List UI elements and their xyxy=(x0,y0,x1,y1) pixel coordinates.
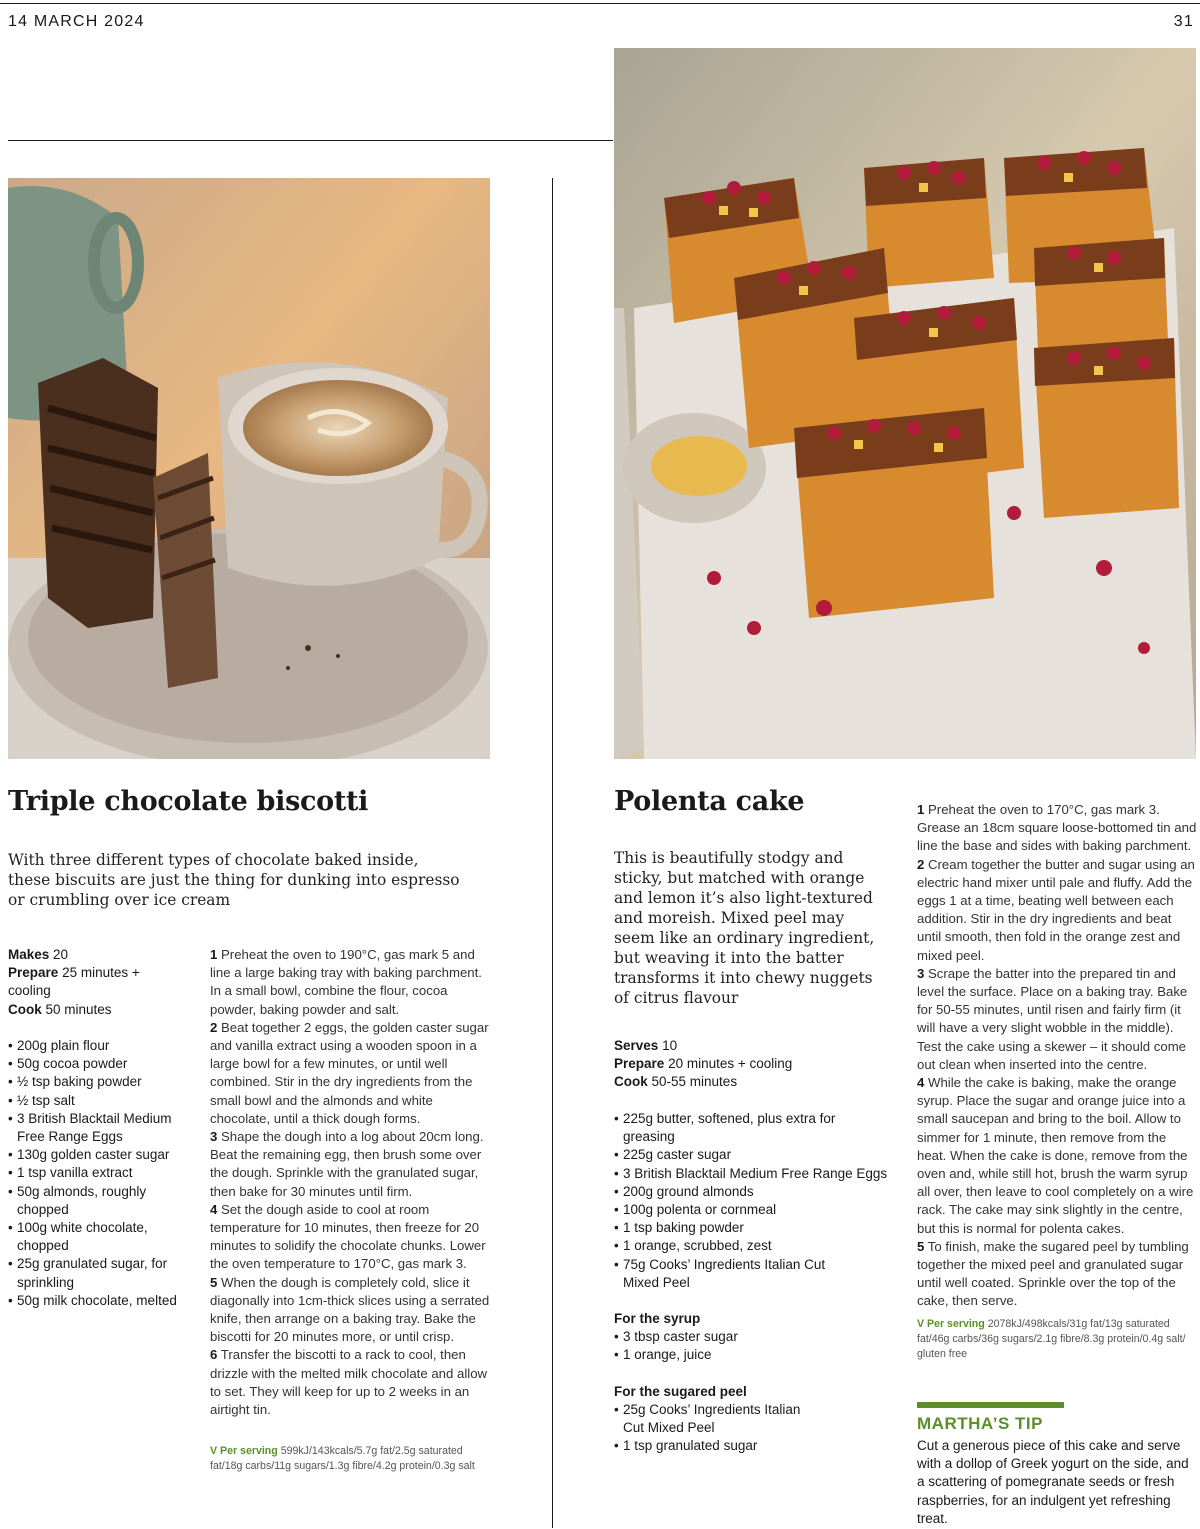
step-text: Cream together the butter and sugar using an electric hand mixer until pale and fluffy. Add the eggs 1 at a time, beating well between each addition. Stir in the dry ingredients and beat until smooth, then fold in the orange zest and mixed peel. xyxy=(917,856,1195,963)
step-text: Transfer the biscotti to a rack to cool, then drizzle with the melted milk chocolate and allow to set. They will keep for up to 2 weeks in an airtight tin. xyxy=(210,1347,488,1418)
step-number: 3 xyxy=(917,965,925,981)
step-text: Preheat the oven to 190°C, gas mark 5 and line a large baking tray with baking parchment. In a small bowl, combine the flour, cocoa powder, baking powder and salt. xyxy=(210,947,482,1017)
step-text: Set the dough aside to cool at room temperature for 10 minutes, then freeze for 20 minutes to solidify the chocolate chunks. Lower the oven temperature to 170°C, gas mark 3. xyxy=(210,1201,486,1272)
biscotti-title: Triple chocolate biscotti xyxy=(8,786,369,817)
ingredient-item: • 1 tsp vanilla extract xyxy=(8,1164,188,1182)
syrup-heading: For the syrup xyxy=(614,1311,701,1326)
polenta-ingredients xyxy=(614,1110,899,1292)
ingredient-item: • 50g almonds, roughly chopped xyxy=(8,1183,167,1219)
step-number: 1 xyxy=(210,947,218,962)
polenta-cake-photo xyxy=(614,48,1196,759)
polenta-title: Polenta cake xyxy=(614,786,805,817)
tip-text: Cut a generous piece of this cake and serve with a dollop of Greek yogurt on the side, and a scattering of pomegranate seeds or fresh raspberries, for an indulgent yet refreshing treat. xyxy=(917,1438,1189,1526)
polenta-nutrition xyxy=(917,1317,1199,1362)
cook-value: 50-55 minutes xyxy=(651,1074,738,1090)
sugared-peel-ingredients xyxy=(614,1401,899,1456)
polenta-method xyxy=(917,801,1199,1311)
method-step xyxy=(917,1074,1199,1238)
step-text: When the dough is completely cold, slice it diagonally into 1cm-thick slices using a serrated knife, then arrange on a baking tray. Bake the biscotti for 20 minutes more, or until crisp. xyxy=(210,1274,490,1345)
tip-heading: MARTHA’S TIP xyxy=(917,1414,1043,1433)
step-number: 4 xyxy=(917,1075,925,1091)
serves-label: Serves xyxy=(614,1038,659,1053)
page-number: 31 xyxy=(1173,13,1194,30)
step-number: 4 xyxy=(210,1201,218,1217)
biscotti-intro: With three different types of chocolate baked inside, these biscuits are just the thing for dunking into espresso or crumbling over ice cream xyxy=(8,851,460,909)
sugared-peel-heading: For the sugared peel xyxy=(614,1384,747,1399)
ingredient-item: • 225g butter, softened, plus extra for greasing xyxy=(614,1110,848,1146)
ingredient-item: • 3 British Blacktail Medium Free Range Eggs xyxy=(614,1165,899,1183)
step-number: 3 xyxy=(210,1129,218,1145)
step-text: While the cake is baking, make the orange syrup. Place the sugar and orange juice into a small saucepan and bring to the boil. Allow to simmer for 1 minute, then remove from the heat. When the cake is done, remove from the oven and, while still hot, brush the warm syrup all over, then leave to cool completely on a wire rack. The cake may sink slightly in the centre, but this is normal for polenta cakes. xyxy=(917,1075,1194,1236)
serves-value: 10 xyxy=(662,1038,678,1053)
per-serving-label: Per serving xyxy=(220,1445,278,1457)
ingredient-item: • 1 orange, scrubbed, zest xyxy=(614,1237,899,1255)
vegetarian-badge: V xyxy=(917,1318,925,1330)
step-text: Shape the dough into a log about 20cm long. Beat the remaining egg, then brush some over the dough. Sprinkle with the granulated sugar, then bake for 30 minutes until firm. xyxy=(210,1129,484,1199)
method-step xyxy=(917,801,1199,856)
step-text: Preheat the oven to 170°C, gas mark 3. Grease an 18cm square loose-bottomed tin and line the base and sides with baking parchment. xyxy=(917,802,1197,854)
method-step xyxy=(210,1128,490,1201)
tip-accent-bar xyxy=(917,1402,1064,1408)
prepare-value: 25 minutes + cooling xyxy=(8,965,140,999)
ingredient-item: • 200g ground almonds xyxy=(614,1183,899,1201)
ingredient-item: • 25g granulated sugar, for sprinkling xyxy=(8,1255,182,1291)
nutrition-values: 599kJ/143kcals/5.7g fat/2.5g saturated fat/18g carbs/11g sugars/1.3g fibre/4.2g protein/0.3g salt xyxy=(210,1445,475,1472)
per-serving-label: Per serving xyxy=(927,1318,985,1330)
ingredient-item: • 50g milk chocolate, melted xyxy=(8,1292,188,1310)
top-rule xyxy=(0,3,1200,4)
ingredient-item: • 50g cocoa powder xyxy=(8,1055,188,1073)
makes-value: 20 xyxy=(53,947,69,962)
ingredient-item: • 1 orange, juice xyxy=(614,1346,899,1364)
method-step xyxy=(210,1346,490,1419)
ingredient-item: • 200g plain flour xyxy=(8,1037,188,1055)
syrup-ingredients xyxy=(614,1328,899,1364)
prepare-label: Prepare xyxy=(8,965,59,981)
column-divider xyxy=(552,178,553,1528)
method-step xyxy=(210,1019,490,1128)
ingredient-item: • 25g Cooks’ Ingredients Italian Cut Mixed Peel xyxy=(614,1401,823,1437)
method-step xyxy=(917,856,1199,965)
ingredient-item: • 225g caster sugar xyxy=(614,1146,899,1164)
cook-value: 50 minutes xyxy=(45,1001,112,1017)
ingredient-item: • 130g golden caster sugar xyxy=(8,1146,188,1164)
method-step xyxy=(210,1274,490,1347)
step-number: 6 xyxy=(210,1347,218,1363)
ingredient-item: • 3 tbsp caster sugar xyxy=(614,1328,899,1346)
cook-label: Cook xyxy=(8,1001,42,1017)
nutrition-values: 2078kJ/498kcals/31g fat/13g saturated fat/46g carbs/36g sugars/2.1g fibre/8.3g protein/0.4g salt/ gluten free xyxy=(917,1318,1186,1360)
section-rule xyxy=(8,140,613,141)
method-step xyxy=(210,946,490,1019)
polenta-intro: This is beautifully stodgy and sticky, but matched with orange and lemon it’s also light-textured and moreish. Mixed peel may seem like an ordinary ingredient, but weaving it into the batter transforms it into chewy nuggets of citrus flavour xyxy=(614,849,875,1007)
biscotti-ingredients xyxy=(8,1037,188,1310)
prepare-value: 20 minutes + cooling xyxy=(668,1056,793,1072)
ingredient-item: • ½ tsp salt xyxy=(8,1092,188,1110)
step-number: 5 xyxy=(210,1274,218,1290)
ingredient-item: • 3 British Blacktail Medium Free Range Eggs xyxy=(8,1110,189,1146)
prepare-label: Prepare xyxy=(614,1056,665,1072)
step-number: 2 xyxy=(917,856,925,872)
ingredient-item: • 1 tsp granulated sugar xyxy=(614,1437,899,1455)
cook-label: Cook xyxy=(614,1074,648,1090)
ingredient-item: • ½ tsp baking powder xyxy=(8,1073,188,1091)
makes-label: Makes xyxy=(8,947,50,962)
vegetarian-badge: V xyxy=(210,1445,218,1457)
step-number: 1 xyxy=(917,802,925,817)
step-number: 5 xyxy=(917,1238,925,1254)
method-step xyxy=(210,1201,490,1274)
biscotti-nutrition xyxy=(210,1444,490,1474)
biscotti-meta xyxy=(8,946,188,1019)
method-step xyxy=(917,1238,1199,1311)
step-text: To finish, make the sugared peel by tumbling together the mixed peel and granulated sugar until well coated. Sprinkle over the top of the cake, then serve. xyxy=(917,1238,1189,1309)
step-text: Beat together 2 eggs, the golden caster sugar and vanilla extract using a wooden spoon in a large bowl for a few minutes, or until well combined. Stir in the dry ingredients from the small bowl and the almonds and white chocolate, until a thick dough forms. xyxy=(210,1019,489,1126)
biscotti-photo xyxy=(8,178,490,759)
step-number: 2 xyxy=(210,1019,218,1035)
issue-date: 14 MARCH 2024 xyxy=(8,13,145,30)
polenta-meta xyxy=(614,1037,894,1092)
method-step xyxy=(917,965,1199,1074)
biscotti-method xyxy=(210,946,490,1419)
step-text: Scrape the batter into the prepared tin and level the surface. Place on a baking tray. Bake for 50-55 minutes, until risen and fairly firm (it will have a very slight wobble in the middle). Test the cake using a skewer – it should come out clean when inserted into the centre. xyxy=(917,965,1188,1072)
ingredient-item: • 100g white chocolate, chopped xyxy=(8,1219,167,1255)
ingredient-item: • 1 tsp baking powder xyxy=(614,1219,899,1237)
ingredient-item: • 75g Cooks’ Ingredients Italian Cut Mixed Peel xyxy=(614,1256,858,1292)
ingredient-item: • 100g polenta or cornmeal xyxy=(614,1201,899,1219)
